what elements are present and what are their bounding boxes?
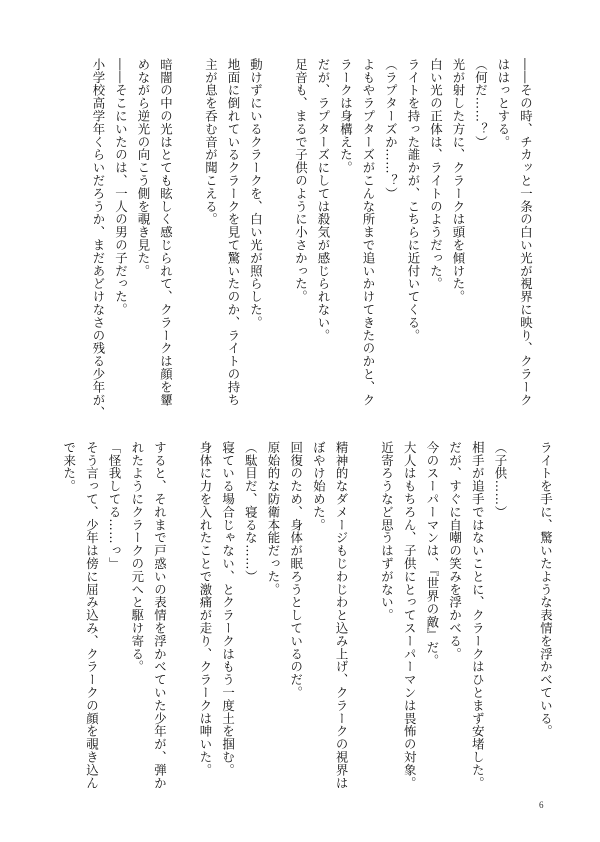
text-block-bottom <box>0 441 600 790</box>
text-line: 地面に倒れているクラークを見て驚いたのか、ライトの持ち <box>225 58 241 407</box>
text-line: （ラプターズか……？） <box>383 58 399 200</box>
text-line: 「怪我してる……っ」 <box>107 441 123 570</box>
text-line: ははっとする。 <box>495 58 511 149</box>
text-line: 主が息を呑む音が聞こえる。 <box>203 58 219 226</box>
text-line: ライトを手に、驚いたような表情を浮かべている。 <box>538 441 554 738</box>
text-line: 白い光の正体は、ライトのようだった。 <box>428 58 444 291</box>
text-line: だが、ラプターズにしては殺気が感じられない。 <box>315 58 331 342</box>
text-line: ――その時、チカッと一条の白い光が視界に映り、クラーク <box>518 58 534 407</box>
text-line: 近寄ろうなど思うはずがない。 <box>379 441 395 622</box>
page-number: 6 <box>539 800 544 810</box>
text-line: ――そこにいたのは、一人の男の子だった。 <box>113 58 129 316</box>
text-line: 光が射した方に、クラークは頭を傾けた。 <box>450 58 466 304</box>
text-line: （子供……） <box>493 441 508 519</box>
text-line: すると、それまで戸惑いの表情を浮かべていた少年が、弾か <box>152 441 168 790</box>
text-line: 寝ている場合じゃない、とクラークはもう一度土を掴む。 <box>220 441 236 777</box>
text-line: 小学校高学年くらいだろうか、まだあどけなさの残る少年が、 <box>90 58 106 420</box>
text-line: よもやラプターズがこんな所まで追いかけてきたのかと、ク <box>360 58 376 407</box>
text-line: 今のスーパーマンは、『世界の敵』だ。 <box>424 441 440 667</box>
text-line: 原始的な防衛本能だった。 <box>266 441 281 596</box>
text-line: 精神的なダメージもじわじわと込み上げ、クラークの視界は <box>334 441 350 790</box>
text-line: 相手が追手ではないことに、クラークはひとまず安堵した。 <box>470 441 486 790</box>
text-line: めながら逆光の向こう側を覗き見た。 <box>135 58 151 278</box>
text-line: （駄目だ、寝るな……） <box>243 441 259 583</box>
text-line: 動けずにいるクラークを、白い光が照らした。 <box>248 58 264 329</box>
text-line: 大人はもちろん、子供にとってスーパーマンは畏怖の対象。 <box>402 441 418 790</box>
text-line: 回復のため、身体が眠ろうとしているのだ。 <box>288 441 304 699</box>
text-line: 暗闇の中の光はとても眩しく感じられて、クラークは顔を顰 <box>158 58 174 407</box>
text-line: 足音も、まるで子供のように小さかった。 <box>293 58 309 304</box>
text-line: そう言って、少年は傍に屈み込み、クラークの顔を覗き込ん <box>84 441 100 790</box>
text-line: だが、すぐに自嘲の笑みを浮かべる。 <box>447 441 463 661</box>
text-line: ぼやけ始めた。 <box>311 441 327 532</box>
text-line: 身体に力を入れたことで激痛が走り、クラークは呻いた。 <box>197 441 213 777</box>
text-line: （何だ……？） <box>473 58 489 149</box>
text-line: ラークは身構えた。 <box>338 58 354 175</box>
text-line: れたようにクラークの元へと駆け寄る。 <box>129 441 145 674</box>
text-line: で来た。 <box>61 441 77 493</box>
text-block-top <box>0 58 600 420</box>
text-line: ライトを持った誰かが、こちらに近付いてくる。 <box>405 58 421 342</box>
